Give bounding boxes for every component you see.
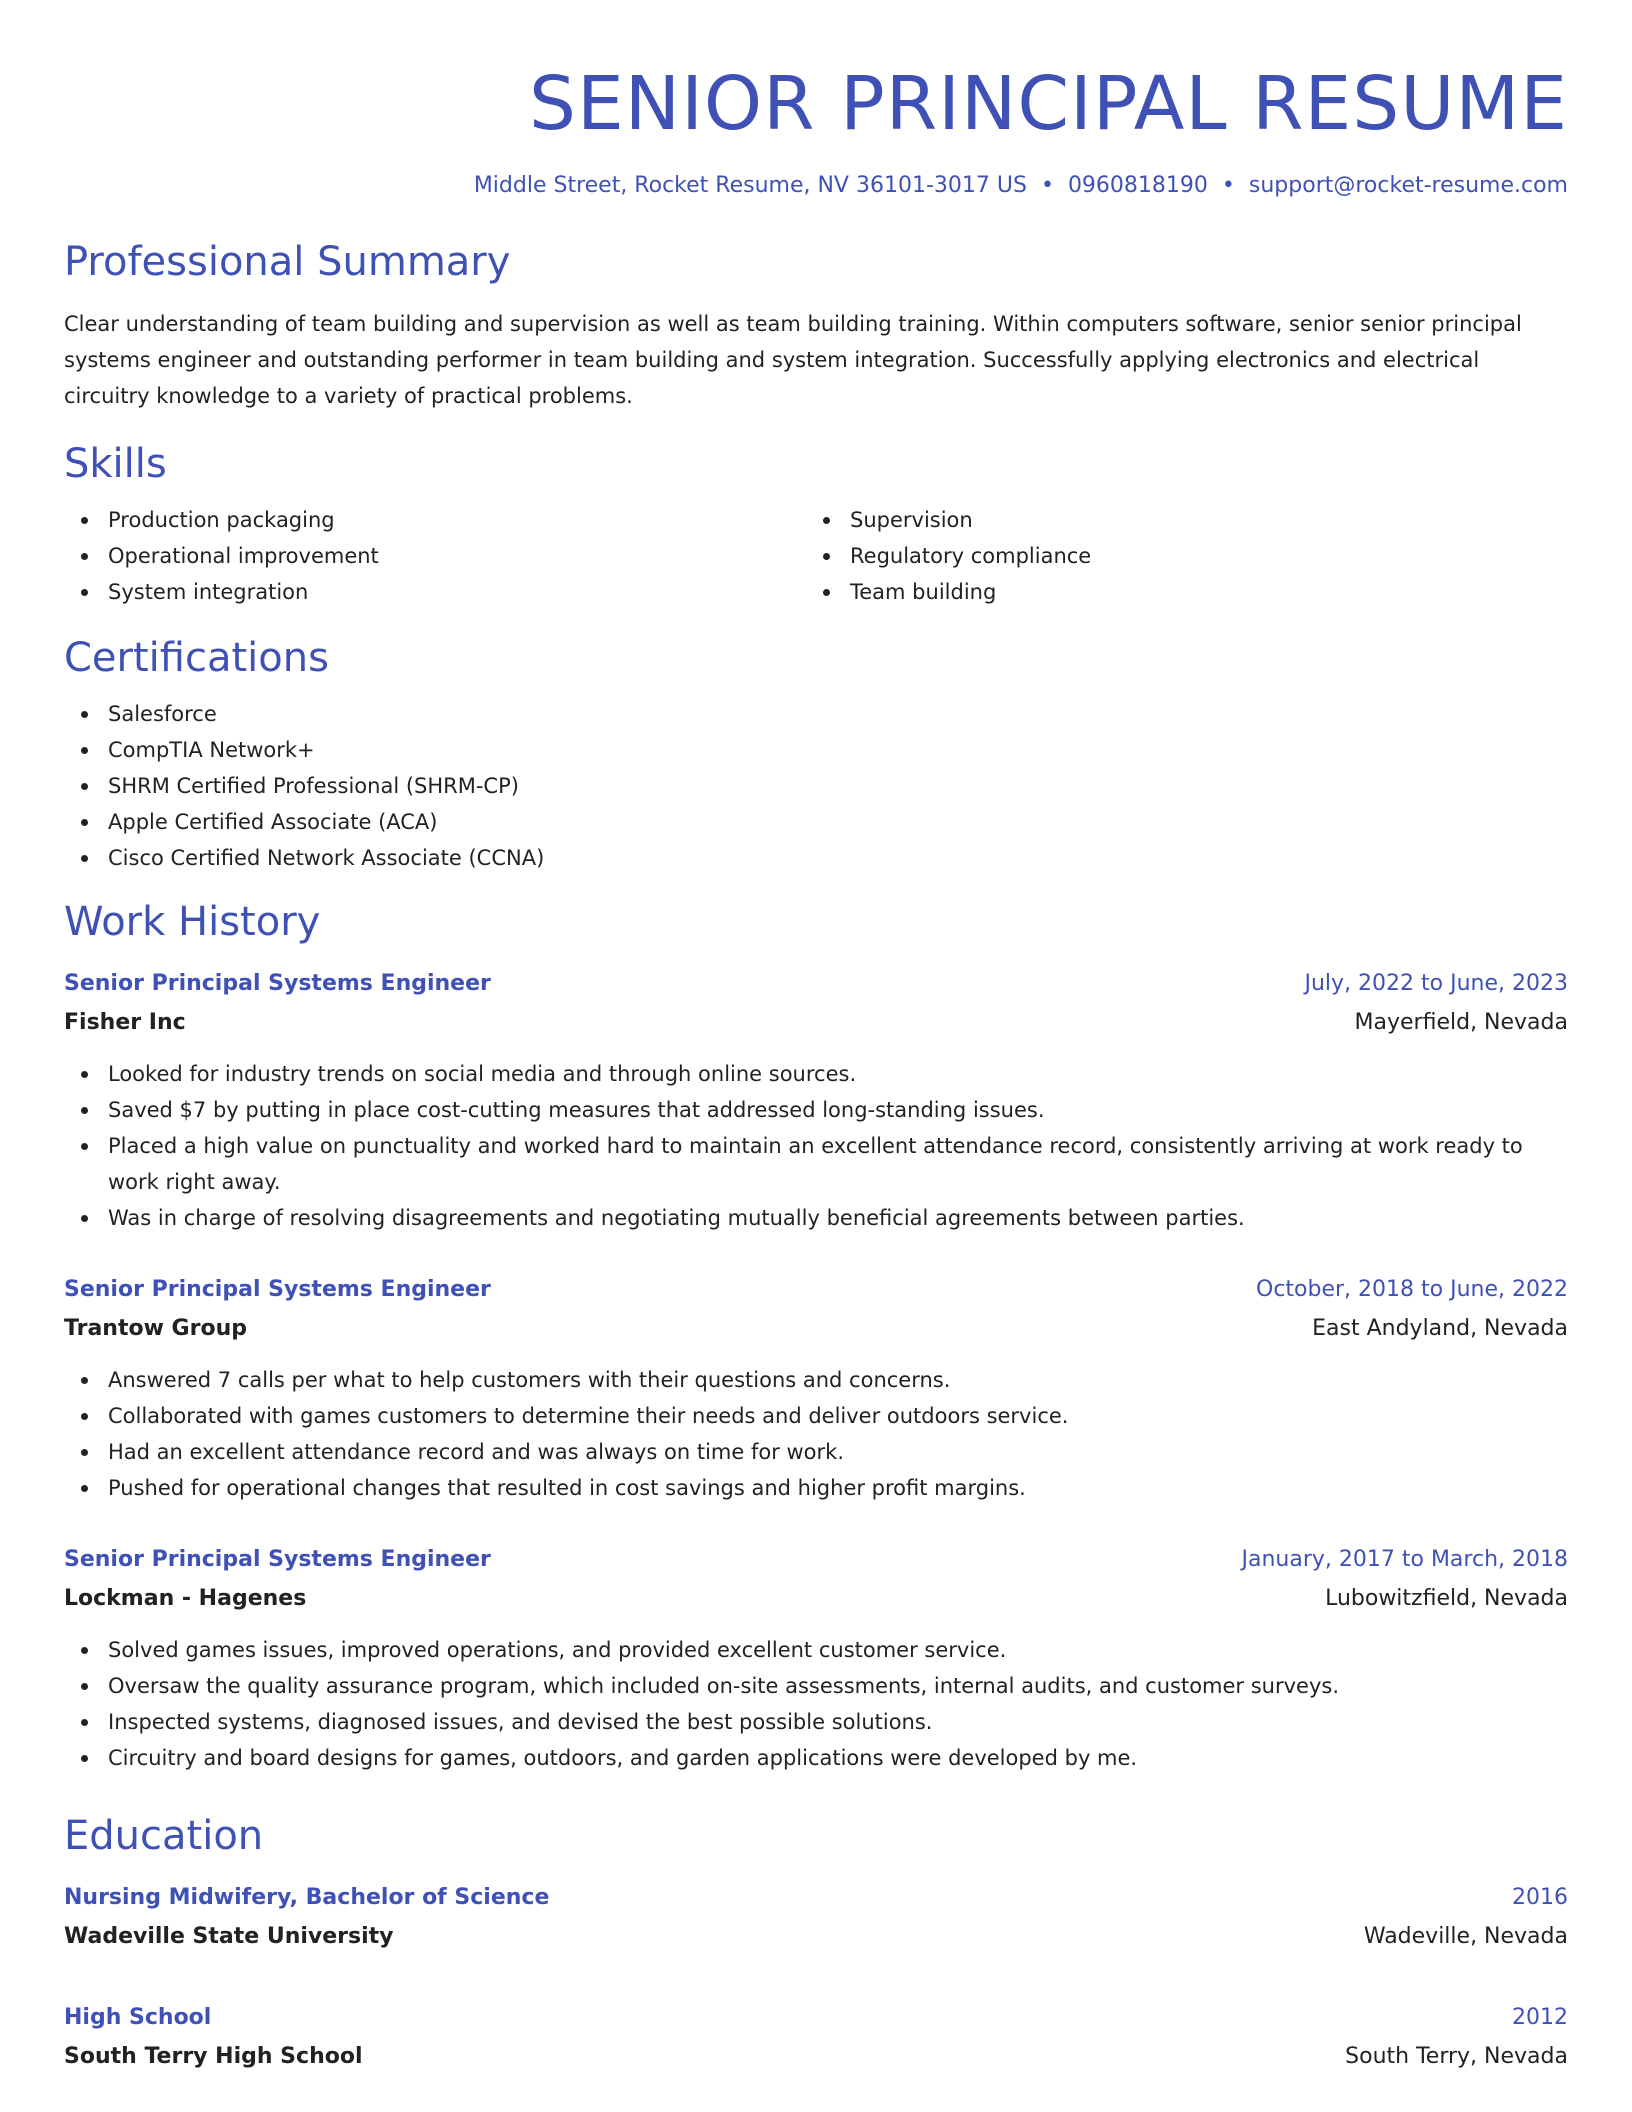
education-school: South Terry High School [64, 2044, 363, 2070]
job-entry [64, 964, 1568, 1236]
education-degree: High School [64, 2005, 212, 2031]
job-header [64, 1270, 1568, 1310]
job-location: Lubowitzfield, Nevada [1325, 1586, 1568, 1612]
education-subheader [64, 2038, 1568, 2076]
job-bullets [64, 1362, 1568, 1506]
education-year: 2012 [1512, 2005, 1568, 2031]
job-dates: July, 2022 to June, 2023 [1304, 971, 1568, 997]
contact-address: Middle Street, Rocket Resume, NV 36101-3017 US [473, 173, 1027, 199]
job-bullet: Oversaw the quality assurance program, which included on-site assessments, internal audits, and customer surveys. [64, 1668, 1568, 1704]
certification-item: Cisco Certified Network Associate (CCNA) [64, 840, 1568, 876]
job-header [64, 1540, 1568, 1580]
contact-phone: 0960818190 [1067, 173, 1208, 199]
education-heading: Education [64, 1813, 264, 1860]
job-dates: October, 2018 to June, 2022 [1256, 1277, 1568, 1303]
job-title: Senior Principal Systems Engineer [64, 1547, 491, 1573]
job-bullet: Collaborated with games customers to determine their needs and deliver outdoors service. [64, 1398, 1568, 1434]
education-entry [64, 1878, 1568, 1956]
skills-column-right [806, 502, 1548, 610]
job-bullet: Inspected systems, diagnosed issues, and devised the best possible solutions. [64, 1704, 1568, 1740]
education-degree: Nursing Midwifery, Bachelor of Science [64, 1885, 550, 1911]
job-bullet: Answered 7 calls per what to help customers with their questions and concerns. [64, 1362, 1568, 1398]
certification-item: SHRM Certified Professional (SHRM-CP) [64, 768, 1568, 804]
job-bullet: Saved $7 by putting in place cost-cutting measures that addressed long-standing issues. [64, 1092, 1568, 1128]
skill-item: Team building [806, 574, 1548, 610]
certification-item: CompTIA Network+ [64, 732, 1568, 768]
skill-item: Production packaging [64, 502, 806, 538]
summary-text: Clear understanding of team building and supervision as well as team building training. Within computers software, senior senior principal systems engineer and outstanding performer in team building and system integration. Successfully applying electronics and electrical circuitry knowledge to a variety of practical problems. [64, 312, 1522, 409]
work-history-heading: Work History [64, 899, 321, 946]
education-school: Wadeville State University [64, 1924, 394, 1950]
job-entry [64, 1540, 1568, 1776]
job-header [64, 964, 1568, 1004]
job-bullet: Looked for industry trends on social media and through online sources. [64, 1056, 1568, 1092]
job-company: Trantow Group [64, 1316, 247, 1342]
skill-item: Regulatory compliance [806, 538, 1548, 574]
job-company: Lockman - Hagenes [64, 1586, 307, 1612]
contact-separator: • [1221, 173, 1235, 199]
skills-heading: Skills [64, 441, 167, 488]
certification-item: Salesforce [64, 696, 1568, 732]
contact-separator: • [1040, 173, 1054, 199]
job-bullets [64, 1632, 1568, 1776]
job-bullet: Had an excellent attendance record and was always on time for work. [64, 1434, 1568, 1470]
job-subheader [64, 1580, 1568, 1618]
job-bullet: Solved games issues, improved operations, and provided excellent customer service. [64, 1632, 1568, 1668]
job-dates: January, 2017 to March, 2018 [1241, 1547, 1568, 1573]
skill-item: Supervision [806, 502, 1548, 538]
job-subheader [64, 1310, 1568, 1348]
skills-column-left [64, 502, 806, 610]
contact-line [64, 173, 1568, 198]
summary-heading: Professional Summary [64, 239, 511, 286]
job-bullet: Circuitry and board designs for games, outdoors, and garden applications were developed by me. [64, 1740, 1568, 1776]
certifications-list [64, 696, 1568, 876]
skill-item: System integration [64, 574, 806, 610]
job-bullet: Placed a high value on punctuality and worked hard to maintain an excellent attendance record, consistently arriving at work ready to work right away. [64, 1128, 1568, 1200]
job-bullets [64, 1056, 1568, 1236]
job-bullet: Pushed for operational changes that resulted in cost savings and higher profit margins. [64, 1470, 1568, 1506]
education-entry [64, 1998, 1568, 2076]
certification-item: Apple Certified Associate (ACA) [64, 804, 1568, 840]
skill-item: Operational improvement [64, 538, 806, 574]
education-location: South Terry, Nevada [1345, 2044, 1568, 2070]
job-location: Mayerfield, Nevada [1354, 1010, 1568, 1036]
job-company: Fisher Inc [64, 1010, 186, 1036]
contact-email: support@rocket-resume.com [1248, 173, 1568, 199]
education-year: 2016 [1512, 1885, 1568, 1911]
job-location: East Andyland, Nevada [1312, 1316, 1568, 1342]
education-header [64, 1998, 1568, 2038]
job-bullet: Was in charge of resolving disagreements and negotiating mutually beneficial agreements between parties. [64, 1200, 1568, 1236]
skills-list [64, 502, 1568, 610]
job-title: Senior Principal Systems Engineer [64, 971, 491, 997]
job-title: Senior Principal Systems Engineer [64, 1277, 491, 1303]
education-header [64, 1878, 1568, 1918]
resume-title: SENIOR PRINCIPAL RESUME [529, 61, 1568, 147]
job-entry [64, 1270, 1568, 1506]
job-subheader [64, 1004, 1568, 1042]
education-subheader [64, 1918, 1568, 1956]
education-location: Wadeville, Nevada [1363, 1924, 1568, 1950]
certifications-heading: Certifications [64, 635, 329, 682]
